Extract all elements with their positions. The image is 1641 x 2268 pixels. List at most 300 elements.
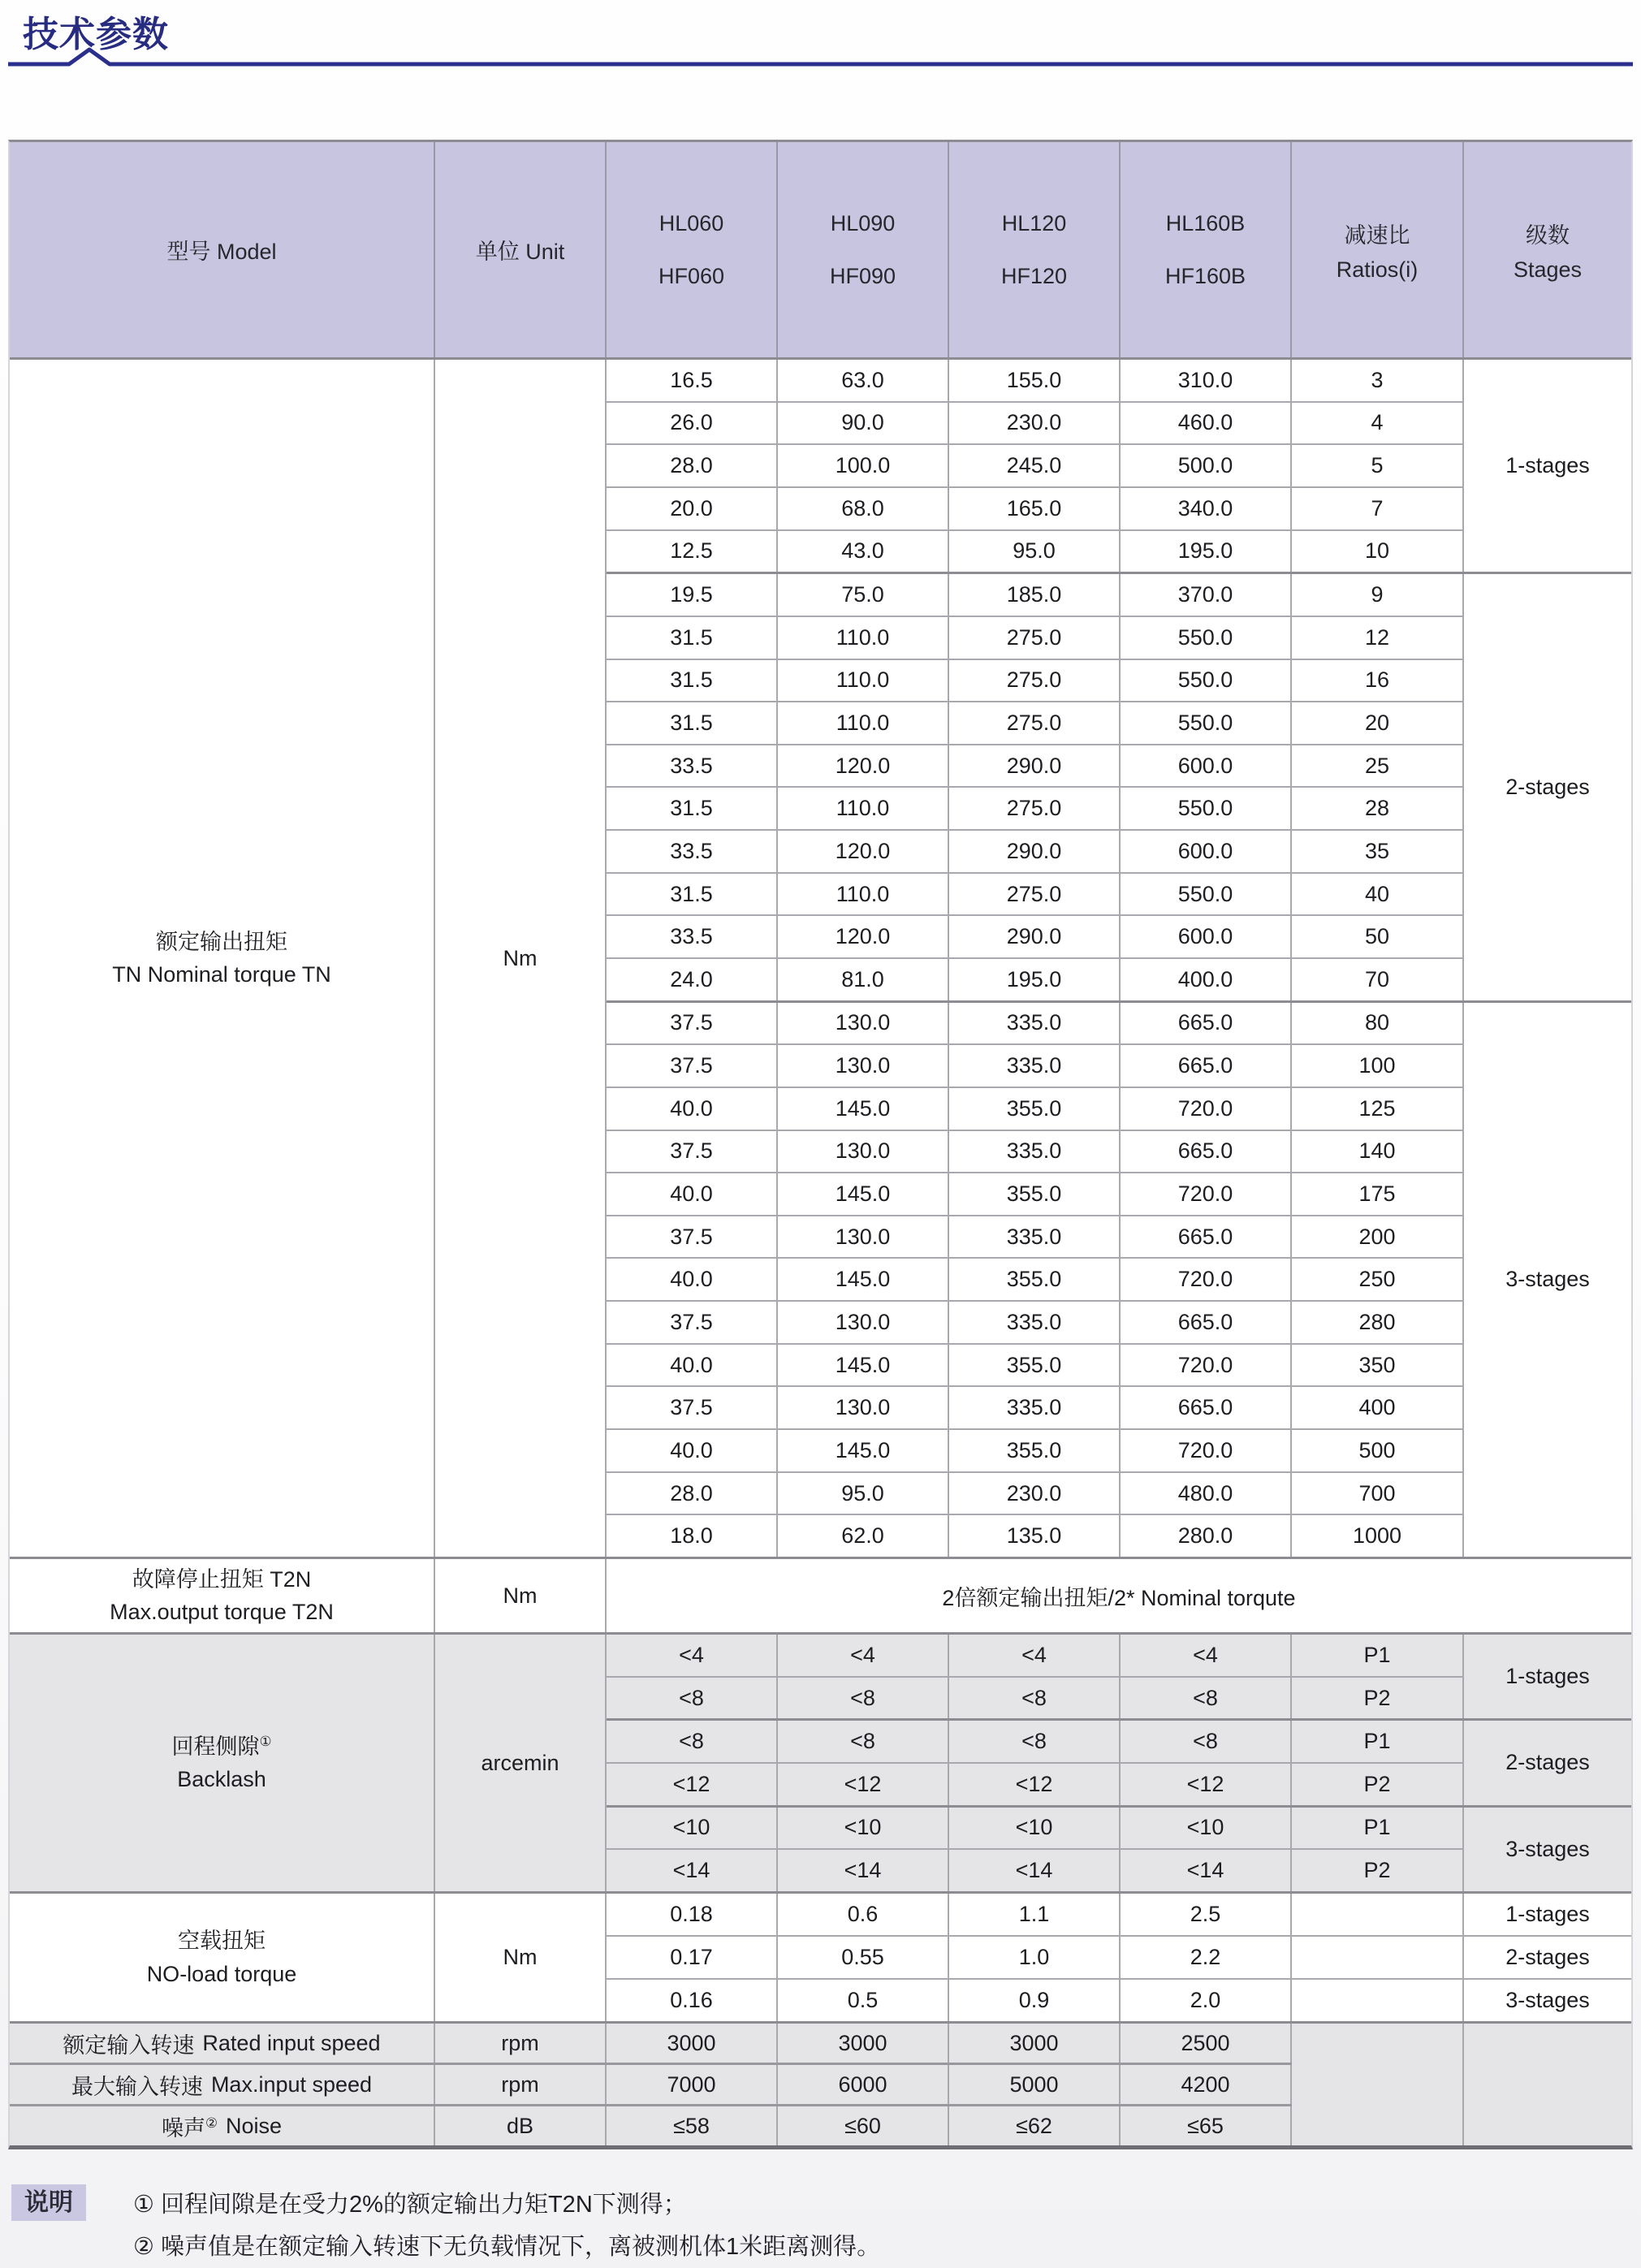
value-cell: 600.0 — [1121, 916, 1292, 957]
footnote-mark: ① — [259, 1733, 272, 1749]
value-cell: 600.0 — [1121, 745, 1292, 787]
value-cell: ≤62 — [949, 2106, 1121, 2145]
value-cell: <10 — [949, 1808, 1121, 1849]
ratio-cell: 350 — [1292, 1345, 1464, 1386]
unit-cell: rpm — [435, 2065, 607, 2104]
table-row — [607, 1808, 1464, 1849]
row-label — [10, 2024, 435, 2063]
value-cell: 195.0 — [1121, 531, 1292, 572]
value-cell: 335.0 — [949, 1131, 1121, 1173]
value-cell: 290.0 — [949, 831, 1121, 872]
stage-group — [607, 1718, 1631, 1804]
value-cell: 355.0 — [949, 1345, 1121, 1386]
table-row — [607, 744, 1464, 787]
value-cell: 33.5 — [607, 916, 778, 957]
value-cell: 0.55 — [778, 1937, 949, 1978]
value-cell: <8 — [1121, 1721, 1292, 1762]
table-row — [10, 2063, 1292, 2104]
header-col-hl160b — [1121, 142, 1292, 357]
value-cell: 81.0 — [778, 959, 949, 1000]
model-code: HF160B — [1164, 263, 1246, 288]
table-row — [607, 1848, 1464, 1891]
value-cell: 165.0 — [949, 488, 1121, 529]
value-cell: ≤65 — [1121, 2106, 1292, 2145]
torque-groups — [607, 360, 1631, 1557]
table-row — [607, 914, 1464, 957]
model-code: HL120 — [1001, 210, 1067, 235]
header-unit: 单位 Unit — [435, 142, 607, 357]
unit-cell: arcemin — [435, 1635, 607, 1891]
value-cell: 145.0 — [778, 1259, 949, 1300]
value-cell: 480.0 — [1121, 1473, 1292, 1514]
table-row — [607, 1172, 1464, 1215]
table-row — [607, 529, 1464, 572]
table-row — [607, 486, 1464, 529]
value-cell: 4200 — [1121, 2065, 1292, 2104]
value-cell: 230.0 — [949, 403, 1121, 444]
value-cell: 37.5 — [607, 1216, 778, 1258]
value-cell: 33.5 — [607, 745, 778, 787]
value-cell: 720.0 — [1121, 1259, 1292, 1300]
ratio-cell: 35 — [1292, 831, 1464, 872]
value-cell: 145.0 — [778, 1430, 949, 1471]
value-cell: 5000 — [949, 2065, 1121, 2104]
value-cell: 95.0 — [949, 531, 1121, 572]
section-label: 回程侧隙① Backlash — [10, 1635, 435, 1891]
stage-label: 2-stages — [1505, 774, 1590, 799]
value-cell: 720.0 — [1121, 1088, 1292, 1130]
value-cell: 2.5 — [1121, 1894, 1292, 1935]
stage-group — [607, 572, 1631, 1000]
value-cell: 145.0 — [778, 1345, 949, 1386]
value-cell: 130.0 — [778, 1216, 949, 1258]
value-cell: <14 — [607, 1850, 778, 1891]
stage-label: 3-stages — [1505, 1988, 1590, 2012]
ratio-cell: 280 — [1292, 1302, 1464, 1343]
ratio-cell: 140 — [1292, 1131, 1464, 1173]
value-cell: <4 — [1121, 1635, 1292, 1676]
stage-label: 1-stages — [1505, 453, 1590, 478]
value-cell: 460.0 — [1121, 403, 1292, 444]
value-cell: 12.5 — [607, 531, 778, 572]
value-cell: <14 — [949, 1850, 1121, 1891]
stage-group — [607, 1635, 1631, 1718]
value-cell: 0.16 — [607, 1980, 778, 2021]
table-row — [607, 1762, 1464, 1805]
ratio-cell: P1 — [1292, 1808, 1464, 1849]
value-cell: 31.5 — [607, 788, 778, 829]
table-row — [607, 701, 1464, 744]
ratio-cell: P2 — [1292, 1764, 1464, 1805]
row-label-en: Rated input speed — [202, 2030, 381, 2055]
value-cell: 63.0 — [778, 360, 949, 401]
value-cell: 24.0 — [607, 959, 778, 1000]
table-row — [607, 1721, 1464, 1762]
value-cell: 1.0 — [949, 1937, 1121, 1978]
value-cell: 0.6 — [778, 1894, 949, 1935]
ratio-cell: P1 — [1292, 1635, 1464, 1676]
ratio-cell: 1000 — [1292, 1515, 1464, 1557]
ratio-cell: 20 — [1292, 702, 1464, 744]
value-cell: 130.0 — [778, 1131, 949, 1173]
value-cell: 2.2 — [1121, 1937, 1292, 1978]
value-cell: 18.0 — [607, 1515, 778, 1557]
header-col-hl090 — [778, 142, 949, 357]
value-cell: 130.0 — [778, 1045, 949, 1086]
value-cell: 120.0 — [778, 916, 949, 957]
value-cell: <12 — [607, 1764, 778, 1805]
stage-group — [607, 1000, 1631, 1557]
value-cell: 3000 — [949, 2024, 1121, 2063]
value-cell: 355.0 — [949, 1430, 1121, 1471]
ratio-cell: 25 — [1292, 745, 1464, 787]
footnote-mark: ② — [205, 2115, 218, 2131]
table-row — [607, 1514, 1464, 1557]
value-cell: 120.0 — [778, 745, 949, 787]
ratio-cell: 500 — [1292, 1430, 1464, 1471]
value-cell: 110.0 — [778, 617, 949, 659]
value-cell: 6000 — [778, 2065, 949, 2104]
value-cell: 31.5 — [607, 702, 778, 744]
stage-label: 3-stages — [1505, 1267, 1590, 1292]
value-cell: 665.0 — [1121, 1131, 1292, 1173]
value-cell: 110.0 — [778, 660, 949, 702]
stage-label: 1-stages — [1505, 1902, 1590, 1926]
header-ratios: 减速比 Ratios(i) — [1292, 142, 1464, 357]
title-underline — [0, 45, 1641, 70]
model-code: HL160B — [1165, 210, 1246, 235]
value-cell: <4 — [607, 1635, 778, 1676]
value-cell: 280.0 — [1121, 1515, 1292, 1557]
value-cell: 130.0 — [778, 1003, 949, 1044]
ratio-cell: 200 — [1292, 1216, 1464, 1258]
value-cell: 665.0 — [1121, 1045, 1292, 1086]
value-cell: <12 — [1121, 1764, 1292, 1805]
table-row — [607, 401, 1464, 444]
ratio-cell — [1292, 1937, 1464, 1978]
table-row — [607, 1130, 1464, 1173]
value-cell: 550.0 — [1121, 702, 1292, 744]
ratio-cell: 250 — [1292, 1259, 1464, 1300]
value-cell: 90.0 — [778, 403, 949, 444]
value-cell: <10 — [1121, 1808, 1292, 1849]
stage-label: 1-stages — [1505, 1664, 1590, 1689]
value-cell: 355.0 — [949, 1259, 1121, 1300]
header-col-hl060 — [607, 142, 778, 357]
stage-merged-empty-cell — [1464, 2024, 1631, 2145]
ratio-cell: 70 — [1292, 959, 1464, 1000]
page-title: 技术参数 — [23, 15, 169, 54]
ratio-cell: 4 — [1292, 403, 1464, 444]
value-cell: 720.0 — [1121, 1173, 1292, 1215]
value-cell: 40.0 — [607, 1345, 778, 1386]
table-row — [607, 957, 1464, 1000]
value-cell: 31.5 — [607, 874, 778, 915]
value-cell: <8 — [1121, 1678, 1292, 1719]
value-cell: 665.0 — [1121, 1003, 1292, 1044]
table-header-row — [10, 142, 1631, 360]
model-code: HF090 — [829, 263, 896, 288]
ratio-cell: 700 — [1292, 1473, 1464, 1514]
ratio-cell: 28 — [1292, 788, 1464, 829]
ratio-cell — [1292, 1894, 1464, 1935]
table-row — [607, 360, 1464, 401]
value-cell: 155.0 — [949, 360, 1121, 401]
value-cell: 0.9 — [949, 1980, 1121, 2021]
table-row — [607, 1894, 1631, 1935]
value-cell: 37.5 — [607, 1387, 778, 1428]
value-cell: 40.0 — [607, 1088, 778, 1130]
value-cell: <12 — [949, 1764, 1121, 1805]
group-rows — [607, 574, 1464, 1000]
header-col-hl120 — [949, 142, 1121, 357]
note-line: ② 噪声值是在额定输入转速下无负载情况下，离被测机体1米距离测得。 — [133, 2233, 881, 2260]
value-cell: ≤60 — [778, 2106, 949, 2145]
value-cell: 20.0 — [607, 488, 778, 529]
value-cell: ≤58 — [607, 2106, 778, 2145]
table-row — [607, 574, 1464, 616]
table-row — [607, 829, 1464, 872]
table-row — [607, 1385, 1464, 1428]
footnotes — [11, 2184, 880, 2268]
row-label-zh: 最大输入转速 — [71, 2074, 203, 2099]
value-cell: <8 — [607, 1678, 778, 1719]
value-cell: 335.0 — [949, 1302, 1121, 1343]
group-rows — [607, 1635, 1464, 1718]
value-cell: 290.0 — [949, 745, 1121, 787]
value-cell: 720.0 — [1121, 1430, 1292, 1471]
model-code: HF120 — [1000, 263, 1068, 288]
value-cell: 37.5 — [607, 1045, 778, 1086]
value-cell: 550.0 — [1121, 617, 1292, 659]
ratio-cell: P2 — [1292, 1678, 1464, 1719]
value-cell: 120.0 — [778, 831, 949, 872]
value-cell: <8 — [778, 1721, 949, 1762]
value-cell: <8 — [949, 1721, 1121, 1762]
ratio-merged-empty-cell — [1292, 2024, 1464, 2145]
value-cell: 37.5 — [607, 1003, 778, 1044]
unit-cell: dB — [435, 2106, 607, 2145]
model-code: HL060 — [659, 210, 724, 235]
value-cell: 335.0 — [949, 1045, 1121, 1086]
value-cell: 7000 — [607, 2065, 778, 2104]
table-row — [10, 2024, 1292, 2063]
value-cell: 16.5 — [607, 360, 778, 401]
value-cell: 275.0 — [949, 702, 1121, 744]
value-cell: 31.5 — [607, 660, 778, 702]
table-row — [607, 616, 1464, 659]
value-cell: 550.0 — [1121, 788, 1292, 829]
table-row — [607, 1635, 1464, 1676]
ratio-cell: P1 — [1292, 1721, 1464, 1762]
value-cell: <4 — [949, 1635, 1121, 1676]
value-cell: 28.0 — [607, 445, 778, 486]
ratio-cell: 80 — [1292, 1003, 1464, 1044]
value-cell: 400.0 — [1121, 959, 1292, 1000]
table-row — [607, 872, 1464, 915]
value-cell: 275.0 — [949, 617, 1121, 659]
group-rows — [607, 1003, 1464, 1557]
section-nominal-torque — [10, 360, 1631, 1559]
value-cell: 0.18 — [607, 1894, 778, 1935]
section-no-load-torque — [10, 1894, 1631, 2024]
value-cell: 335.0 — [949, 1387, 1121, 1428]
table-row — [607, 1471, 1464, 1514]
value-cell: 40.0 — [607, 1430, 778, 1471]
note-line: ① 回程间隙是在受力2%的额定输出力矩T2N下测得； — [133, 2192, 687, 2218]
value-cell: 19.5 — [607, 574, 778, 616]
value-cell: 665.0 — [1121, 1216, 1292, 1258]
section-label: 故障停止扭矩 T2N Max.output torque T2N — [10, 1559, 435, 1632]
table-row — [607, 1428, 1464, 1471]
value-cell: 1.1 — [949, 1894, 1121, 1935]
header-model: 型号 Model — [10, 142, 435, 357]
value-cell: 43.0 — [778, 531, 949, 572]
unit-cell: Nm — [435, 360, 607, 1557]
stage-label: 2-stages — [1505, 1945, 1590, 1969]
unit-cell: rpm — [435, 2024, 607, 2063]
value-cell: 110.0 — [778, 788, 949, 829]
value-cell: 33.5 — [607, 831, 778, 872]
table-row — [607, 1300, 1464, 1343]
value-cell: <10 — [607, 1808, 778, 1849]
ratio-cell: 12 — [1292, 617, 1464, 659]
ratio-cell: 400 — [1292, 1387, 1464, 1428]
ratio-cell: 9 — [1292, 574, 1464, 616]
notes-badge: 说明 — [11, 2184, 86, 2221]
stage-label: 3-stages — [1505, 1836, 1590, 1861]
group-rows — [607, 1808, 1464, 1891]
stage-group — [607, 360, 1631, 572]
value-cell: 355.0 — [949, 1088, 1121, 1130]
value-cell: 40.0 — [607, 1259, 778, 1300]
note-lines — [133, 2184, 880, 2268]
row-label — [10, 2065, 435, 2104]
ratio-cell: 5 — [1292, 445, 1464, 486]
table-row — [607, 1935, 1631, 1978]
table-row — [607, 1043, 1464, 1086]
value-cell: 290.0 — [949, 916, 1121, 957]
value-cell: <10 — [778, 1808, 949, 1849]
bottom-rows — [10, 2024, 1292, 2145]
section-speeds-noise — [10, 2024, 1631, 2145]
value-cell: <8 — [949, 1678, 1121, 1719]
value-cell: 275.0 — [949, 660, 1121, 702]
unit-cell: Nm — [435, 1559, 607, 1632]
value-cell: 130.0 — [778, 1387, 949, 1428]
value-cell: 0.5 — [778, 1980, 949, 2021]
ratio-cell: 40 — [1292, 874, 1464, 915]
stage-label: 2-stages — [1505, 1750, 1590, 1775]
value-cell: 145.0 — [778, 1173, 949, 1215]
group-rows — [607, 360, 1464, 572]
table-row — [607, 1343, 1464, 1386]
value-cell: 2500 — [1121, 2024, 1292, 2063]
value-cell: 135.0 — [949, 1515, 1121, 1557]
value-cell: 550.0 — [1121, 874, 1292, 915]
value-cell: 145.0 — [778, 1088, 949, 1130]
table-row — [607, 1215, 1464, 1258]
value-cell: 95.0 — [778, 1473, 949, 1514]
ratio-cell: 10 — [1292, 531, 1464, 572]
t2n-merged-value: 2倍额定输出扭矩/2* Nominal torqute — [942, 1585, 1296, 1610]
ratio-cell: P2 — [1292, 1850, 1464, 1891]
section-backlash — [10, 1635, 1631, 1894]
row-label-en: Noise — [225, 2113, 283, 2138]
value-cell: <4 — [778, 1635, 949, 1676]
value-cell: 68.0 — [778, 488, 949, 529]
model-code: HF060 — [658, 263, 725, 288]
row-label-zh: 额定输入转速 — [63, 2033, 195, 2058]
value-cell: 340.0 — [1121, 488, 1292, 529]
table-row — [10, 2104, 1292, 2145]
ratio-cell: 125 — [1292, 1088, 1464, 1130]
value-cell: 37.5 — [607, 1131, 778, 1173]
value-cell: 3000 — [607, 2024, 778, 2063]
header-stages: 级数 Stages — [1513, 222, 1583, 282]
value-cell: 370.0 — [1121, 574, 1292, 616]
ratio-cell: 16 — [1292, 660, 1464, 702]
value-cell: 0.17 — [607, 1937, 778, 1978]
value-cell: 665.0 — [1121, 1387, 1292, 1428]
table-row — [607, 1003, 1464, 1044]
value-cell: 62.0 — [778, 1515, 949, 1557]
value-cell: 31.5 — [607, 617, 778, 659]
value-cell: <14 — [1121, 1850, 1292, 1891]
value-cell: 130.0 — [778, 1302, 949, 1343]
row-label-en: Max.input speed — [210, 2071, 373, 2097]
value-cell: 230.0 — [949, 1473, 1121, 1514]
table-row — [607, 1978, 1631, 2021]
table-row — [607, 659, 1464, 702]
table-row — [607, 1257, 1464, 1300]
value-cell: 195.0 — [949, 959, 1121, 1000]
value-cell: 665.0 — [1121, 1302, 1292, 1343]
row-label — [10, 2106, 435, 2145]
value-cell: 26.0 — [607, 403, 778, 444]
ratio-cell: 50 — [1292, 916, 1464, 957]
value-cell: 355.0 — [949, 1173, 1121, 1215]
value-cell: 40.0 — [607, 1173, 778, 1215]
value-cell: 500.0 — [1121, 445, 1292, 486]
value-cell: 3000 — [778, 2024, 949, 2063]
value-cell: 110.0 — [778, 874, 949, 915]
value-cell: <12 — [778, 1764, 949, 1805]
table-row — [607, 786, 1464, 829]
group-rows — [607, 1721, 1464, 1804]
row-label-zh: 噪声② — [161, 2115, 218, 2141]
value-cell: 275.0 — [949, 874, 1121, 915]
value-cell: 100.0 — [778, 445, 949, 486]
value-cell: <14 — [778, 1850, 949, 1891]
value-cell: 335.0 — [949, 1003, 1121, 1044]
table-row — [607, 1676, 1464, 1719]
value-cell: 335.0 — [949, 1216, 1121, 1258]
value-cell: 2.0 — [1121, 1980, 1292, 2021]
value-cell: <8 — [607, 1721, 778, 1762]
value-cell: <8 — [778, 1678, 949, 1719]
section-max-output-torque — [10, 1559, 1631, 1635]
ratio-cell — [1292, 1980, 1464, 2021]
value-cell: 110.0 — [778, 702, 949, 744]
ratio-cell: 100 — [1292, 1045, 1464, 1086]
value-cell: 600.0 — [1121, 831, 1292, 872]
ratio-cell: 7 — [1292, 488, 1464, 529]
table-row — [607, 443, 1464, 486]
value-cell: 75.0 — [778, 574, 949, 616]
spec-table — [8, 140, 1633, 2149]
section-label: 额定输出扭矩 TN Nominal torque TN — [10, 360, 435, 1557]
